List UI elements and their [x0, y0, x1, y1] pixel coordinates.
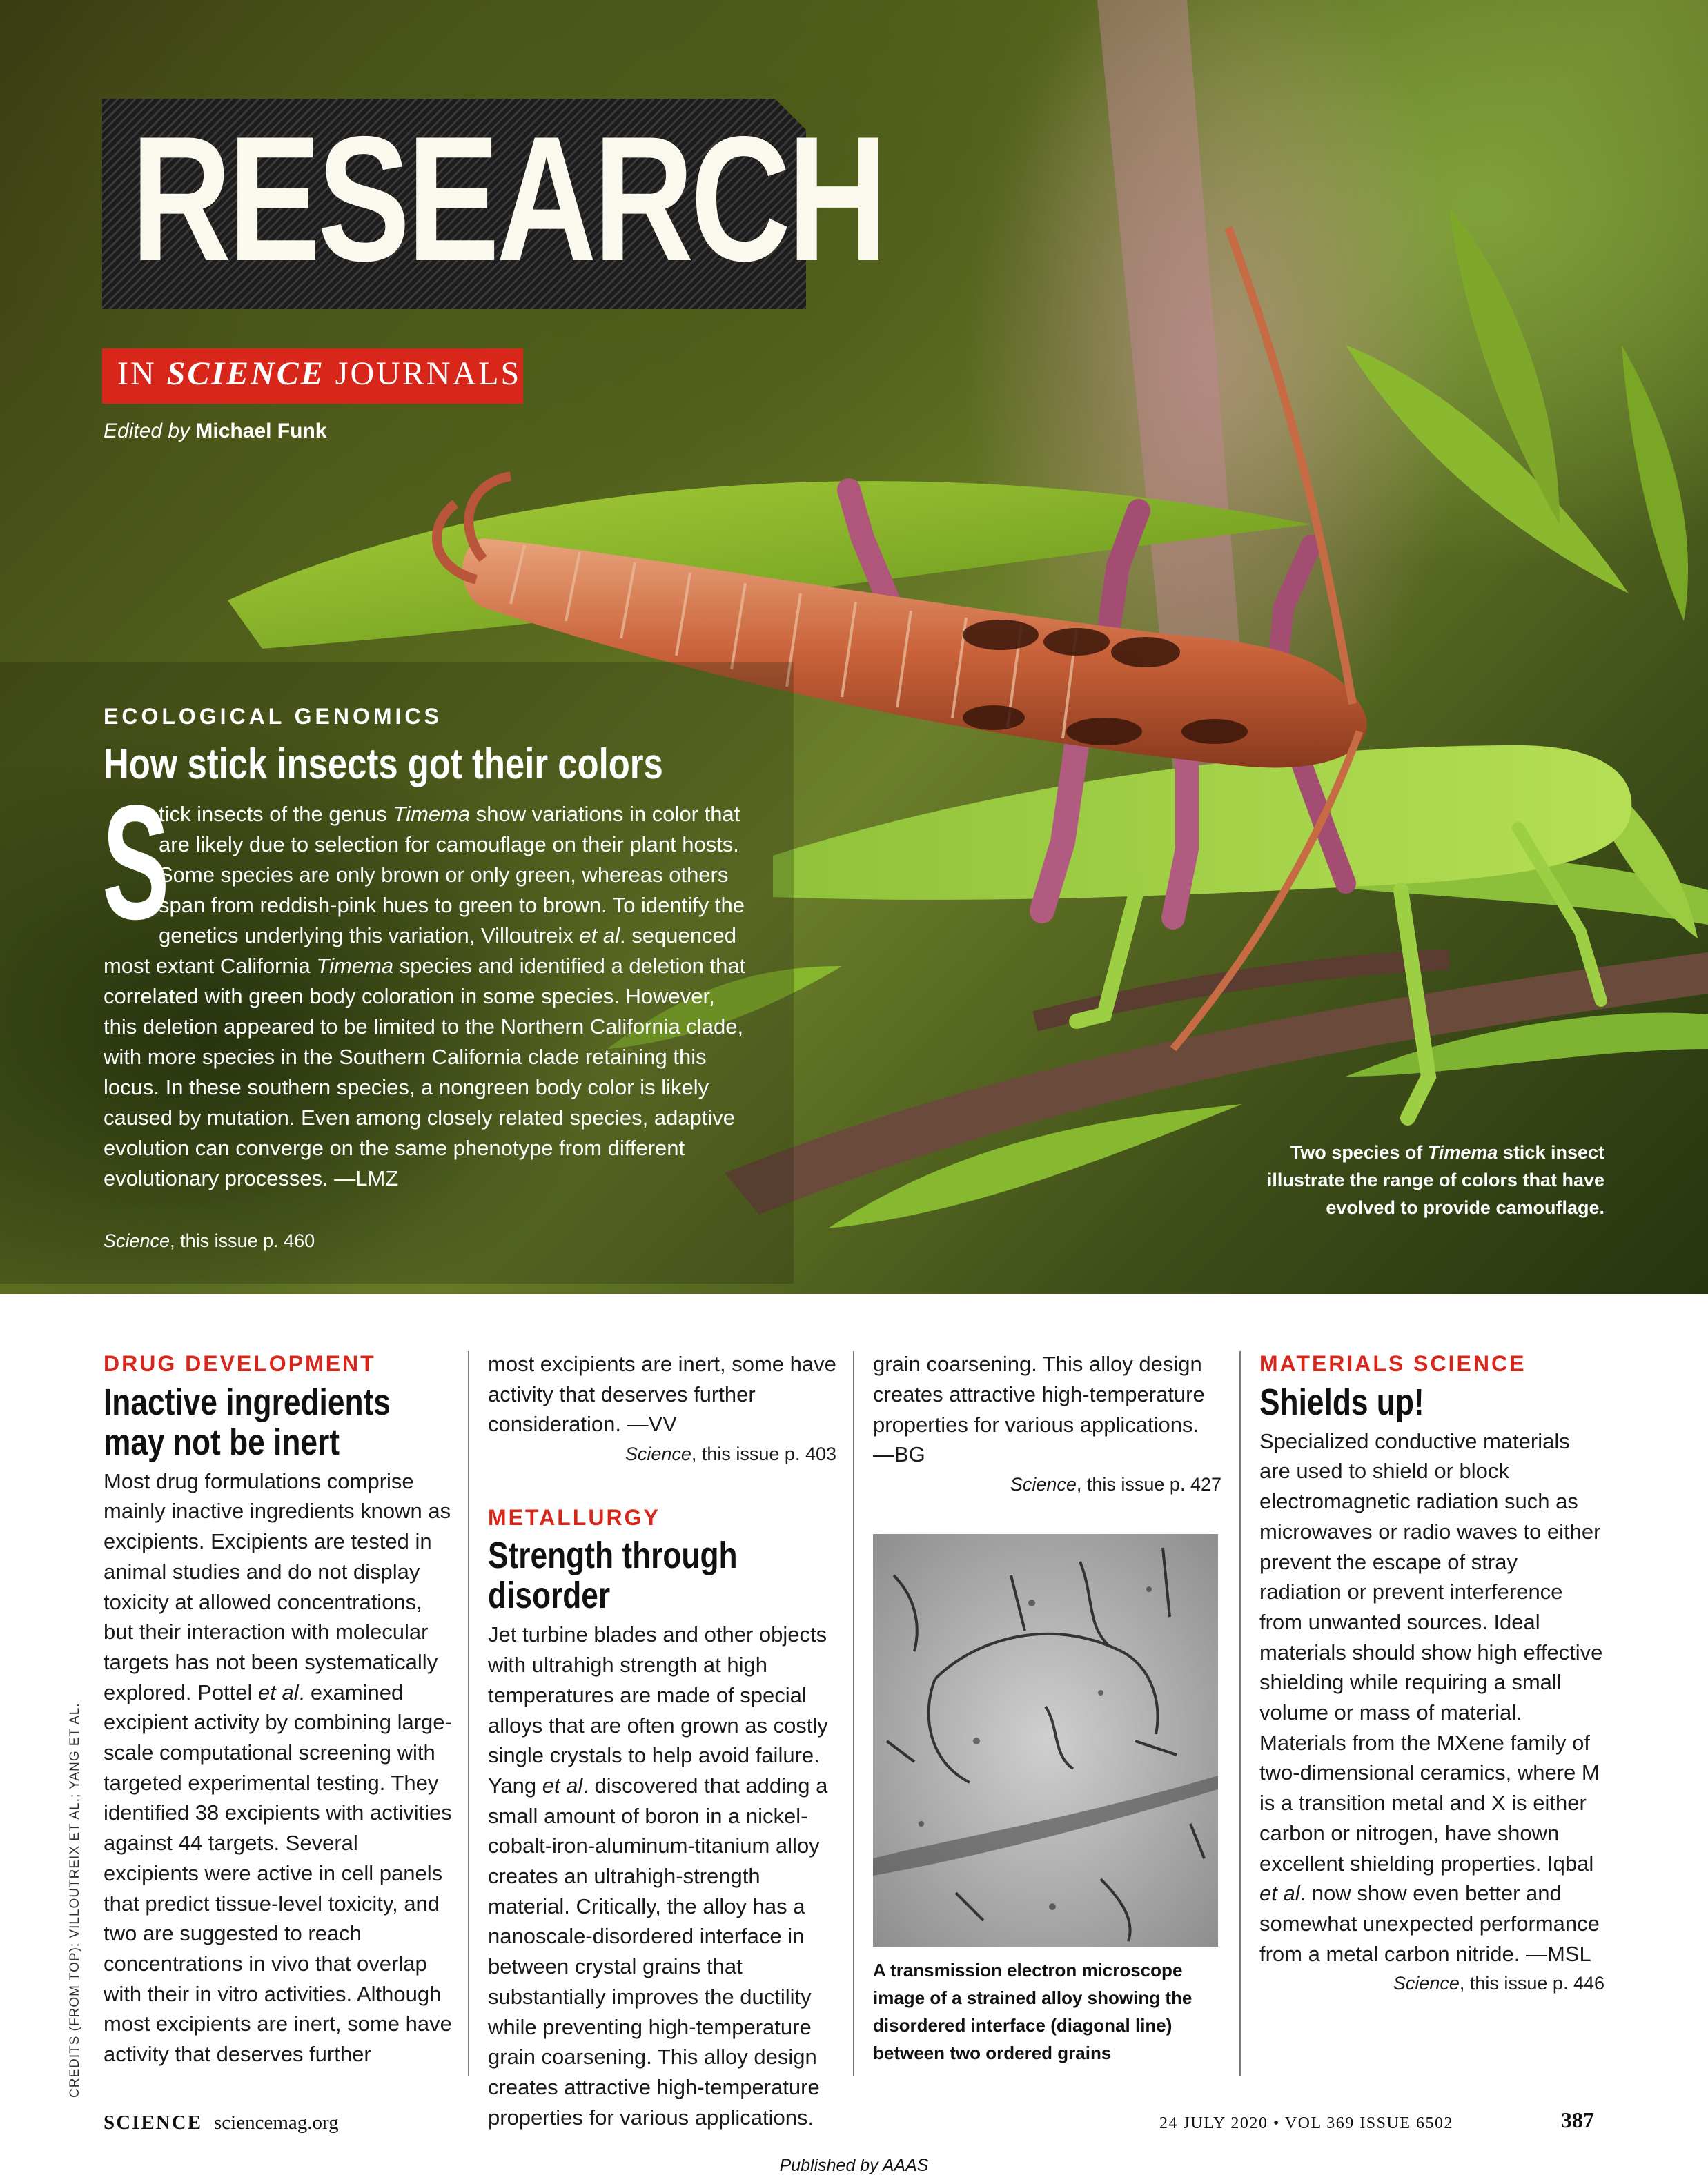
feature-body-text [104, 802, 745, 1190]
text-run: Jet turbine blades and other objects with ultrahigh strength at high temperatures are made of special alloys that are often grown as costly single crystals to help avoid failure. Yang [488, 1622, 828, 1798]
photo-credits: CREDITS (FROM TOP): VILLOUTREIX ET AL.; YANG ET AL. [68, 1702, 82, 2098]
feature-headline: How stick insects got their colors [104, 740, 663, 788]
drop-cap: S [102, 771, 170, 954]
article-drug-development [104, 1349, 452, 2070]
photo-caption [1246, 1139, 1604, 1221]
ref-page: , this issue p. 403 [691, 1444, 836, 1464]
article-reference [1259, 1969, 1604, 1999]
badge-journal: SCIENCE [166, 355, 325, 392]
editor-name: Michael Funk [195, 420, 327, 442]
article-headline: Shields up! [1259, 1381, 1424, 1423]
article-kicker: DRUG DEVELOPMENT [104, 1351, 376, 1376]
tem-image [873, 1534, 1218, 1947]
footer-site-link[interactable]: sciencemag.org [214, 2112, 339, 2134]
italic-run: et al [258, 1680, 299, 1704]
italic-run: et al [542, 1773, 583, 1798]
ref-page: , this issue p. 446 [1459, 1973, 1604, 1994]
article-body [1259, 1426, 1604, 1969]
article-materials-science [1259, 1349, 1604, 1999]
column-divider [468, 1351, 469, 2076]
badge-prefix: IN [117, 355, 167, 392]
article-body [104, 1466, 452, 2070]
text-run: . discovered that adding a small amount of boron in a nickel-cobalt-iron-aluminum-titanium alloy creates an ultrahigh-strength material. Critically, the alloy has a nanoscale-disordered interface in between crystal grains that substantially improves the ductility while preventing high-temperature grain coarsening. This alloy design creates attractive high-temperature properties for various applications. [488, 1773, 828, 2130]
italic-run: Timema [1427, 1142, 1498, 1163]
feature-body [102, 771, 749, 1194]
column-divider [1239, 1351, 1241, 2076]
edited-by-label: Edited by [104, 420, 196, 442]
text-run: stick insect illustrate the range of colors that have evolved to provide camouflage. [1266, 1142, 1604, 1218]
article-body-continued [488, 1349, 836, 1439]
text-run: Two species of [1290, 1142, 1428, 1163]
text-run: . sequenced most extant California [104, 923, 736, 978]
article-reference [873, 1470, 1221, 1500]
text-run: . examined excipient activity by combining large-scale computational screening with targeted experimental testing. They identified 38 excipients with activities against 44 targets. Several excipients were active in cell panels that predict tissue-level toxicity, and two are suggested to reach concentrations in vivo that overlap with their in vitro activities. Although most excipients are inert, some have activity that deserves further [104, 1680, 452, 2067]
italic-run: et al [1259, 1881, 1300, 1906]
ref-journal: Science [1393, 1973, 1460, 1994]
tem-micrograph [873, 1534, 1218, 1947]
editor-credit [104, 420, 326, 443]
article-kicker: METALLURGY [488, 1504, 660, 1530]
article-body-continued [873, 1349, 1221, 1470]
article-headline: Strength through disorder [488, 1535, 738, 1617]
italic-run: Timema [316, 954, 394, 978]
text-run: . now show even better and somewhat unexpected performance from a metal carbon nitride. —MSL [1259, 1881, 1600, 1966]
article-headline: Inactive ingredients may not be inert [104, 1381, 391, 1463]
text-run: species and identified a deletion that correlated with green body coloration in some species. However, this deletion appeared to be limited to the Northern California clade, with more species in the Southern California clade retaining this locus. In these southern species, a nongreen body color is likely caused by mutation. Even among closely related species, adaptive evolution can converge on the same phenotype from different evolutionary processes. —LMZ [104, 954, 746, 1190]
ref-page: , this issue p. 427 [1076, 1474, 1221, 1495]
feature-ref-journal: Science [104, 1230, 170, 1251]
italic-run: et al [579, 923, 620, 947]
article-reference [488, 1439, 836, 1470]
article-body [488, 1620, 836, 2132]
section-title: RESEARCH [131, 99, 885, 298]
article-continuation [873, 1349, 1221, 1500]
image-caption: A transmission electron microscope image of a strained alloy showing the disordered interface (diagonal line) between two ordered grains [873, 1960, 1192, 2063]
badge-suffix: JOURNALS [324, 355, 522, 392]
page-number: 387 [1561, 2107, 1594, 2132]
feature-ref-page: , this issue p. 460 [170, 1230, 315, 1251]
feature-reference [104, 1230, 315, 1252]
text-run: Most drug formulations comprise mainly inactive ingredients known as excipients. Excipients are tested in animal studies and do not display toxicity at allowed concentrations, but their interaction with molecular targets has not been systematically explored. Pottel [104, 1468, 451, 1704]
publisher-note: Published by AAAS [779, 2156, 929, 2175]
footer-issue-info: 24 JULY 2020 • VOL 369 ISSUE 6502 [1159, 2114, 1453, 2132]
text-run: grain coarsening. This alloy design creates attractive high-temperature properties for various applications. —BG [873, 1352, 1205, 1467]
ref-journal: Science [625, 1444, 691, 1464]
footer-brand: SCIENCE [104, 2112, 202, 2134]
ref-journal: Science [1010, 1474, 1077, 1495]
feature-kicker: ECOLOGICAL GENOMICS [104, 704, 442, 729]
text-run: show variations in color that are likely due to selection for camouflage on their plant hosts. Some species are only brown or only green, whereas others span from reddish-pink hues to green to brown. To identify the genetics underlying this variation, Villoutreix [159, 802, 745, 947]
journals-badge-label [117, 355, 521, 393]
italic-run: Timema [393, 802, 471, 826]
text-run: tick insects of the genus [159, 802, 393, 826]
text-run: Specialized conductive materials are used to shield or block electromagnetic radiation such as microwaves or radio waves to either prevent the escape of stray radiation or prevent interference from unwanted sources. Ideal materials should show high effective shielding while requiring a small volume or mass of material. Materials from the MXene family of two-dimensional ceramics, where M is a transition metal and X is either carbon or nitrogen, have shown excellent shielding properties. Iqbal [1259, 1428, 1603, 1876]
column-divider [853, 1351, 854, 2076]
text-run: most excipients are inert, some have activity that deserves further consideration. —VV [488, 1351, 836, 1437]
article-continuation [488, 1349, 836, 2132]
article-kicker: MATERIALS SCIENCE [1259, 1351, 1527, 1376]
